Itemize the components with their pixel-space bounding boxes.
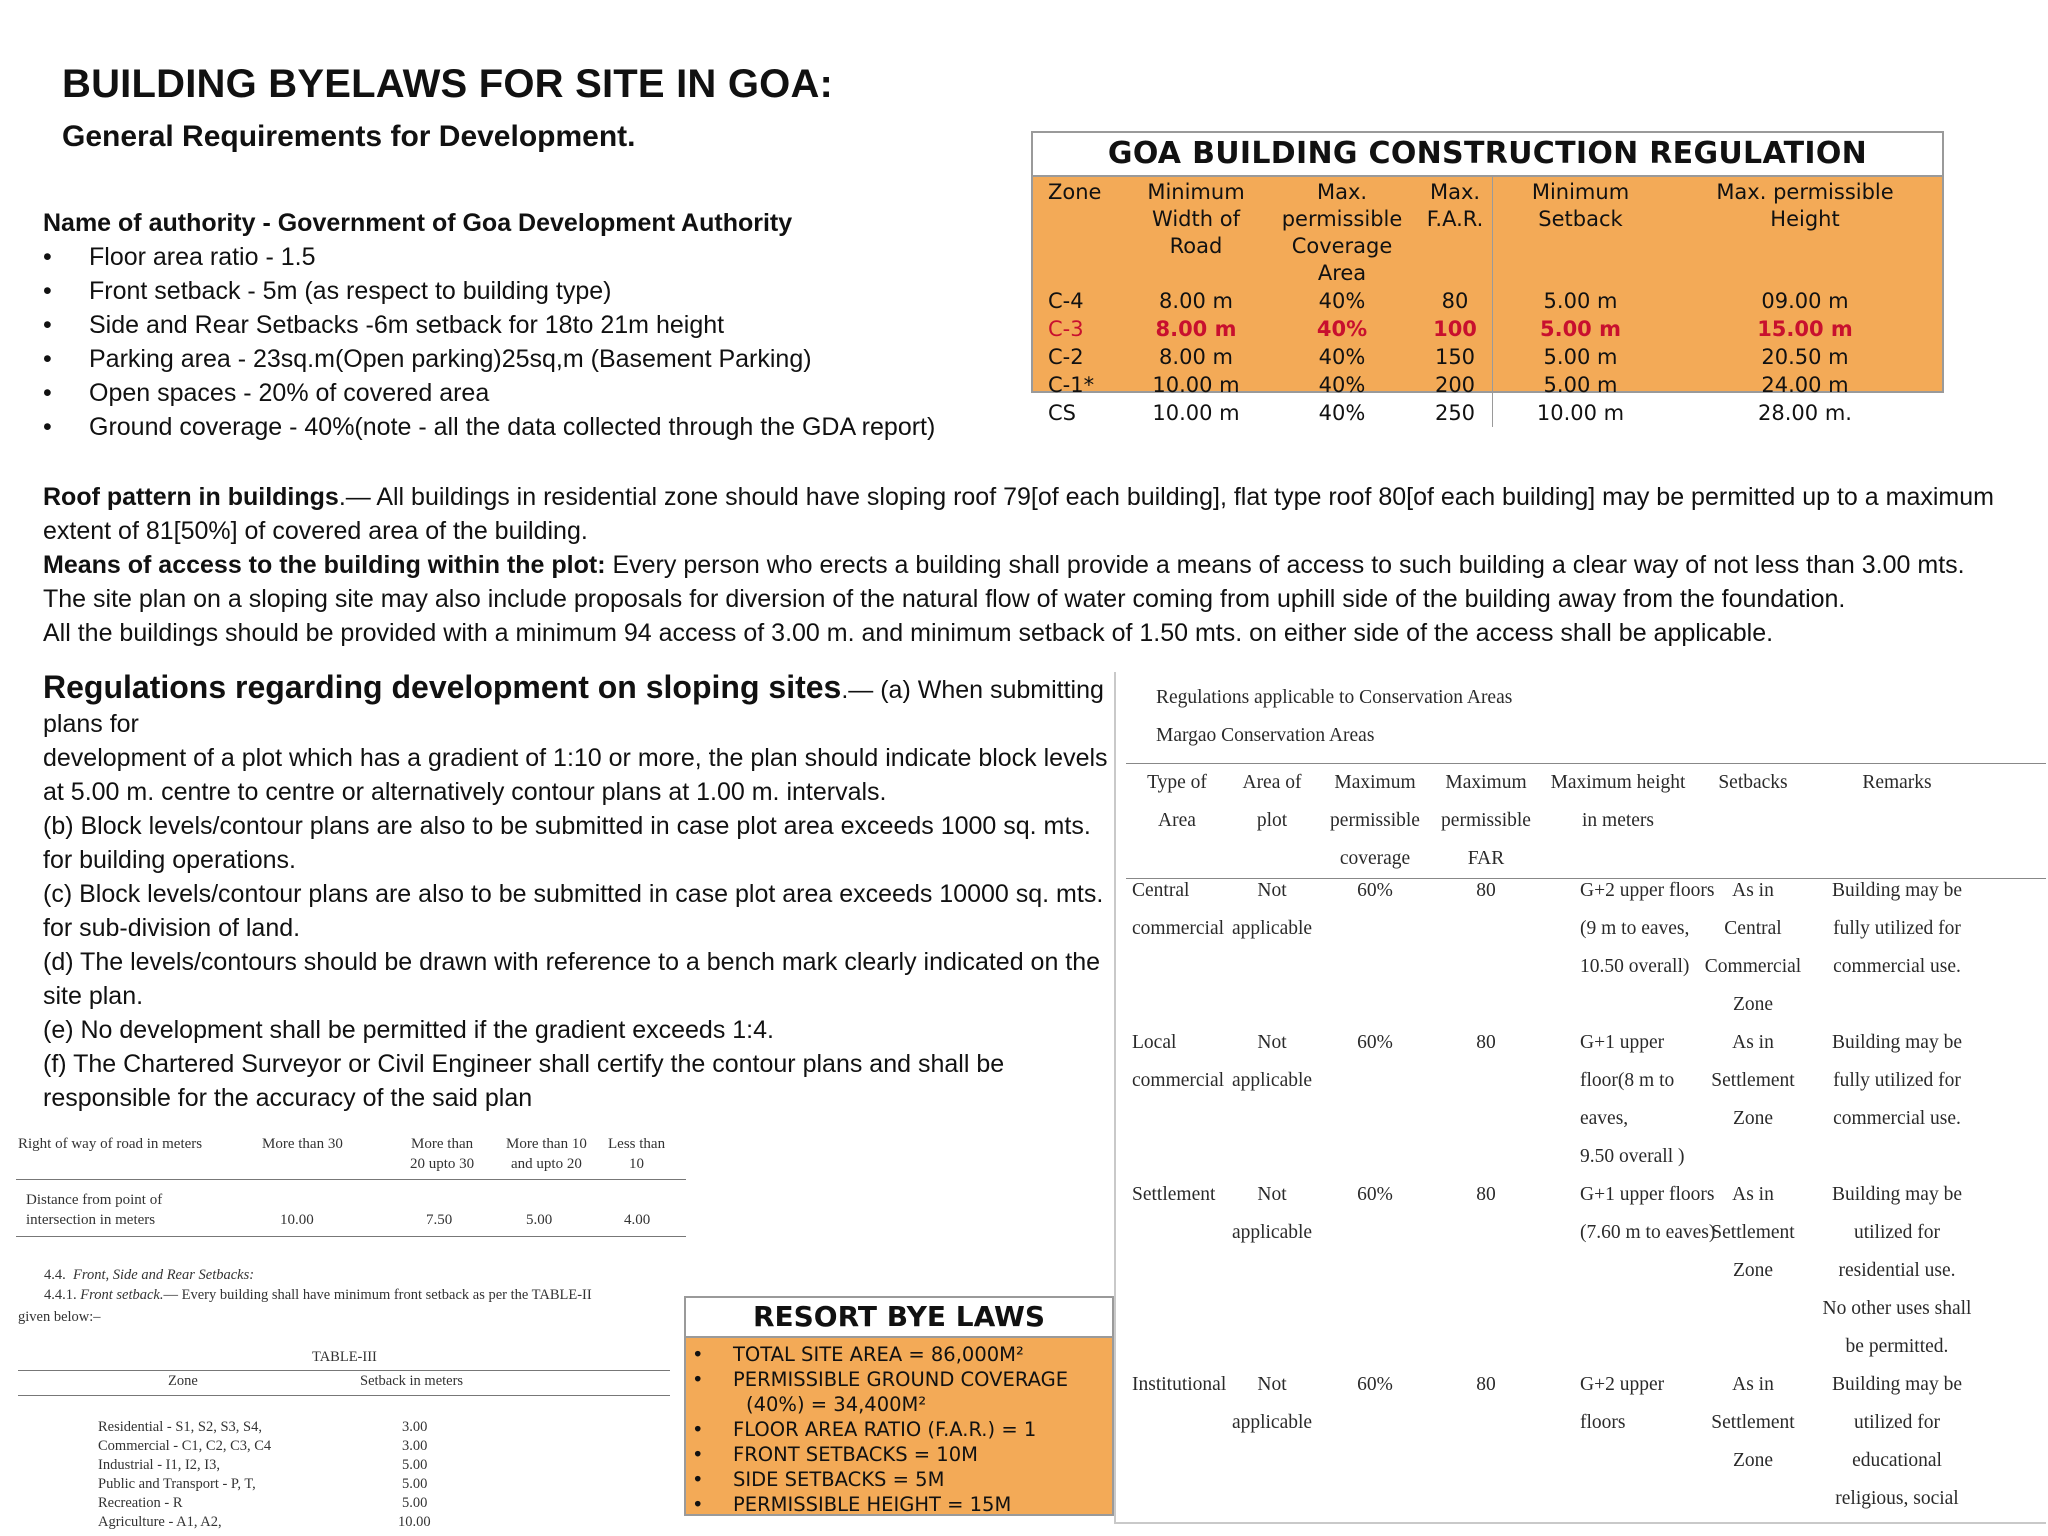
setback-value: 5.00 xyxy=(402,1495,428,1511)
cons-header-coverage: Maximum permissible coverage xyxy=(1330,772,1420,869)
goa-table-row xyxy=(1033,399,1942,427)
goa-regulation-table xyxy=(1031,131,1944,425)
resort-list xyxy=(686,1338,1112,1517)
sloping-line: (f) The Chartered Surveyor or Civil Engineer shall certify the contour plans and shall be responsible for the accuracy of the said plan xyxy=(43,1050,1005,1112)
cons-cell-remarks: Building may be fully utilized for commercial use. xyxy=(1832,880,1962,977)
setback-value: 3.00 xyxy=(402,1438,428,1454)
access-line: The site plan on a sloping site may also include proposals for diversion of the natural flow of water coming from uphill side of the building away from the foundation. xyxy=(43,585,1846,613)
sloping-heading: Regulations regarding development on sloping sites xyxy=(43,669,842,705)
conservation-subtitle: Margao Conservation Areas xyxy=(1156,725,1375,746)
goa-cell: 40% xyxy=(1318,373,1366,397)
road-row-label: Distance from point of intersection in meters xyxy=(26,1192,163,1228)
resort-title: RESORT BYE LAWS xyxy=(686,1298,1112,1338)
goa-header-height: Max. permissible Height xyxy=(1716,180,1894,231)
cons-cell-height: G+1 upper floors (7.60 m to eaves) xyxy=(1580,1184,1716,1243)
goa-table-row xyxy=(1033,371,1942,399)
setback-zone: Agriculture - A1, A2, xyxy=(98,1514,222,1530)
roof-access-section xyxy=(43,480,2023,650)
goa-cell: 10.00 m xyxy=(1152,373,1240,397)
goa-cell: 09.00 m xyxy=(1761,289,1849,313)
cons-cell-plot: Not applicable xyxy=(1231,880,1313,939)
goa-cell: 24.00 m xyxy=(1761,373,1849,397)
authority-item: • Side and Rear Setbacks -6m setback for 18to 21m height xyxy=(43,308,1003,342)
sloping-line: (c) Block levels/contour plans are also to be submitted in case plot area exceeds 10000 sq. mts. for sub-division of land. xyxy=(43,880,1104,942)
goa-cell: 40% xyxy=(1318,289,1366,313)
resort-item: • PERMISSIBLE HEIGHT = 15M xyxy=(686,1492,1112,1517)
cons-cell-setbacks: As in Settlement Zone xyxy=(1711,1184,1795,1281)
resort-item: • FRONT SETBACKS = 10M xyxy=(686,1442,1112,1467)
cons-cell-height: G+1 upper floor(8 m to eaves, 9.50 overall ) xyxy=(1580,1032,1685,1167)
divider xyxy=(18,1370,670,1371)
cons-cell-setbacks: As in Settlement Zone xyxy=(1711,1032,1795,1129)
cons-cell-coverage: 60% xyxy=(1357,1184,1393,1205)
conservation-table xyxy=(1114,672,2046,1524)
authority-item: • Floor area ratio - 1.5 xyxy=(43,240,1003,274)
goa-cell: 100 xyxy=(1433,317,1477,341)
resort-item-continued: (40%) = 34,400M² xyxy=(746,1393,927,1416)
setback-value: 5.00 xyxy=(402,1476,428,1492)
resort-item: • SIDE SETBACKS = 5M xyxy=(686,1467,1112,1492)
goa-cell: 5.00 m xyxy=(1493,343,1669,371)
cons-cell-type: Local commercial xyxy=(1132,1032,1225,1091)
conservation-title: Regulations applicable to Conservation Areas xyxy=(1156,687,1513,708)
authority-item: • Parking area - 23sq.m(Open parking)25sq,m (Basement Parking) xyxy=(43,342,1003,376)
goa-cell: 5.00 m xyxy=(1493,315,1669,343)
goa-table-row xyxy=(1033,343,1942,371)
goa-cell: 10.00 m xyxy=(1152,401,1240,425)
access-paragraph xyxy=(43,548,2023,582)
cons-cell-plot: Not applicable xyxy=(1231,1032,1313,1091)
goa-header-far: Max. F.A.R. xyxy=(1426,180,1484,231)
goa-cell: 10.00 m xyxy=(1493,399,1669,427)
access-text: Every person who erects a building shall provide a means of access to such building a clear way of not less than 3.00 mts. xyxy=(605,551,1965,579)
resort-item: • FLOOR AREA RATIO (F.A.R.) = 1 xyxy=(686,1417,1112,1442)
sloping-intro: .— (a) When submitting plans for xyxy=(43,676,1104,738)
goa-cell: 80 xyxy=(1441,289,1469,313)
cons-cell-type: Settlement xyxy=(1132,1184,1216,1205)
sloping-line: development of a plot which has a gradient of 1:10 or more, the plan should indicate block levels at 5.00 m. centre to centre or alternatively contour plans at 1.00 m. intervals. xyxy=(43,744,1108,806)
cons-cell-remarks: Building may be utilized for residential use. No other uses shall be permitted. xyxy=(1822,1184,1972,1357)
setback-table-title: TABLE-III xyxy=(312,1349,377,1365)
goa-cell: 5.00 m xyxy=(1493,287,1669,315)
cons-cell-height: G+2 upper floors (9 m to eaves, 10.50 overall) xyxy=(1580,880,1715,977)
cons-cell-coverage: 60% xyxy=(1357,1032,1393,1053)
resort-item: • TOTAL SITE AREA = 86,000M² xyxy=(686,1342,1112,1367)
sloping-line: (d) The levels/contours should be drawn with reference to a bench mark clearly indicated on the site plan. xyxy=(43,948,1101,1010)
cons-header-far: Maximum permissible FAR xyxy=(1441,772,1531,869)
goa-cell: C-3 xyxy=(1048,317,1084,341)
cons-cell-height: G+2 upper floors xyxy=(1580,1374,1665,1433)
goa-table-row xyxy=(1033,287,1942,315)
goa-cell: 20.50 m xyxy=(1761,345,1849,369)
divider xyxy=(16,1236,686,1237)
cons-cell-plot: Not applicable xyxy=(1231,1184,1313,1243)
cons-header-plot: Area of plot xyxy=(1242,772,1302,831)
cons-cell-far: 80 xyxy=(1476,1184,1496,1205)
resort-bye-laws-box xyxy=(684,1296,1114,1516)
goa-header-coverage: Max. permissible Coverage Area xyxy=(1281,180,1403,285)
authority-item: • Open spaces - 20% of covered area xyxy=(43,376,1003,410)
setback-zone: Recreation - R xyxy=(98,1495,183,1511)
goa-header-road: Minimum Width of Road xyxy=(1147,180,1245,258)
cons-cell-far: 80 xyxy=(1476,880,1496,901)
setback-section xyxy=(18,1262,688,1536)
goa-cell: 200 xyxy=(1434,373,1476,397)
setback-header-zone: Zone xyxy=(168,1373,198,1389)
sloping-line: (b) Block levels/contour plans are also to be submitted in case plot area exceeds 1000 sq. mts. for building operations. xyxy=(43,812,1091,874)
goa-table-title: GOA BUILDING CONSTRUCTION REGULATION xyxy=(1033,133,1942,177)
goa-cell: 150 xyxy=(1434,345,1476,369)
setback-value: 3.00 xyxy=(402,1419,428,1435)
goa-cell: 8.00 m xyxy=(1159,345,1233,369)
cons-cell-far: 80 xyxy=(1476,1032,1496,1053)
access-label: Means of access to the building within the plot: xyxy=(43,551,606,579)
setback-header-value: Setback in meters xyxy=(360,1373,464,1389)
goa-header-setback: Minimum Setback xyxy=(1493,177,1669,287)
road-header: More than 10 and upto 20 xyxy=(506,1136,587,1172)
road-header-label: Right of way of road in meters xyxy=(18,1136,203,1152)
sloping-sites-section xyxy=(43,670,1115,1115)
cons-cell-setbacks: As in Settlement Zone xyxy=(1711,1374,1795,1471)
goa-cell: 15.00 m xyxy=(1757,317,1853,341)
goa-cell: 8.00 m xyxy=(1155,317,1237,341)
setback-zone: Residential - S1, S2, S3, S4, xyxy=(98,1419,262,1435)
cons-cell-far: 80 xyxy=(1476,1374,1496,1395)
road-value: 10.00 xyxy=(280,1212,314,1228)
setback-heading: 4.4. Front, Side and Rear Setbacks: xyxy=(44,1267,255,1283)
cons-cell-remarks: Building may be fully utilized for commercial use. xyxy=(1832,1032,1962,1129)
goa-cell: 250 xyxy=(1434,401,1476,425)
setback-value: 10.00 xyxy=(398,1514,431,1530)
cons-cell-setbacks: As in Central Commercial Zone xyxy=(1704,880,1802,1015)
roof-paragraph xyxy=(43,480,2023,548)
resort-item: • PERMISSIBLE GROUND COVERAGE xyxy=(686,1367,1112,1392)
cons-cell-remarks: Building may be utilized for educational religious, social xyxy=(1832,1374,1962,1509)
road-value: 5.00 xyxy=(526,1212,553,1228)
cons-header-setbacks: Setbacks xyxy=(1718,772,1788,793)
road-value: 4.00 xyxy=(624,1212,651,1228)
cons-cell-coverage: 60% xyxy=(1357,1374,1393,1395)
page-subtitle: General Requirements for Development. xyxy=(62,120,636,153)
goa-cell: 40% xyxy=(1318,345,1366,369)
cons-cell-coverage: 60% xyxy=(1357,880,1393,901)
goa-cell: 8.00 m xyxy=(1159,289,1233,313)
road-header: Less than 10 xyxy=(608,1136,666,1172)
road-intersection-table xyxy=(16,1130,686,1250)
goa-cell: 40% xyxy=(1316,317,1368,341)
road-header: More than 20 upto 30 xyxy=(410,1136,475,1172)
cons-header-height: Maximum height in meters xyxy=(1550,772,1686,831)
goa-header-zone: Zone xyxy=(1048,180,1102,204)
setback-zone: Commercial - C1, C2, C3, C4 xyxy=(98,1438,272,1454)
cons-cell-type: Central commercial xyxy=(1132,880,1225,939)
goa-cell: C-4 xyxy=(1048,289,1084,313)
setback-given: given below:– xyxy=(18,1309,101,1325)
divider xyxy=(18,1395,670,1396)
goa-table-header xyxy=(1033,177,1942,287)
goa-cell: 28.00 m. xyxy=(1758,401,1852,425)
roof-text: .— All buildings in residential zone should have sloping roof 79[of each building], flat type roof 80[of each building] may be permitted up to a maximum extent of 81[50%] of covered area of the building. xyxy=(43,483,1994,545)
cons-header-remarks: Remarks xyxy=(1862,772,1932,793)
setback-zone: Industrial - I1, I2, I3, xyxy=(98,1457,221,1473)
goa-cell: 5.00 m xyxy=(1493,371,1669,399)
setback-value: 5.00 xyxy=(402,1457,428,1473)
road-value: 7.50 xyxy=(426,1212,453,1228)
cons-cell-type: Institutional xyxy=(1132,1374,1227,1395)
goa-cell: C-1* xyxy=(1048,373,1095,397)
cons-header-type: Type of Area xyxy=(1147,772,1207,831)
page-title: BUILDING BYELAWS FOR SITE IN GOA: xyxy=(62,62,834,106)
roof-label: Roof pattern in buildings xyxy=(43,483,339,511)
sloping-line: (e) No development shall be permitted if the gradient exceeds 1:4. xyxy=(43,1016,774,1044)
access-line: All the buildings should be provided with a minimum 94 access of 3.00 m. and minimum setback of 1.50 mts. on either side of the access shall be applicable. xyxy=(43,619,1774,647)
cons-cell-plot: Not applicable xyxy=(1231,1374,1313,1433)
setback-zone: Public and Transport - P, T, xyxy=(98,1476,256,1492)
authority-heading: Name of authority - Government of Goa Development Authority xyxy=(43,209,793,237)
authority-item: • Ground coverage - 40%(note - all the data collected through the GDA report) xyxy=(43,410,1003,444)
road-header: More than 30 xyxy=(262,1136,343,1152)
goa-cell: C-2 xyxy=(1048,345,1084,369)
setback-subheading: 4.4.1. Front setback.— Every building shall have minimum front setback as per the TABLE-II xyxy=(44,1287,592,1303)
authority-list xyxy=(43,240,1003,444)
goa-cell: CS xyxy=(1048,401,1076,425)
authority-item: • Front setback - 5m (as respect to building type) xyxy=(43,274,1003,308)
goa-cell: 40% xyxy=(1318,401,1366,425)
authority-section xyxy=(43,206,1003,444)
divider xyxy=(16,1179,686,1180)
goa-table-row-highlight xyxy=(1033,315,1942,343)
sloping-heading-line xyxy=(43,670,1115,741)
